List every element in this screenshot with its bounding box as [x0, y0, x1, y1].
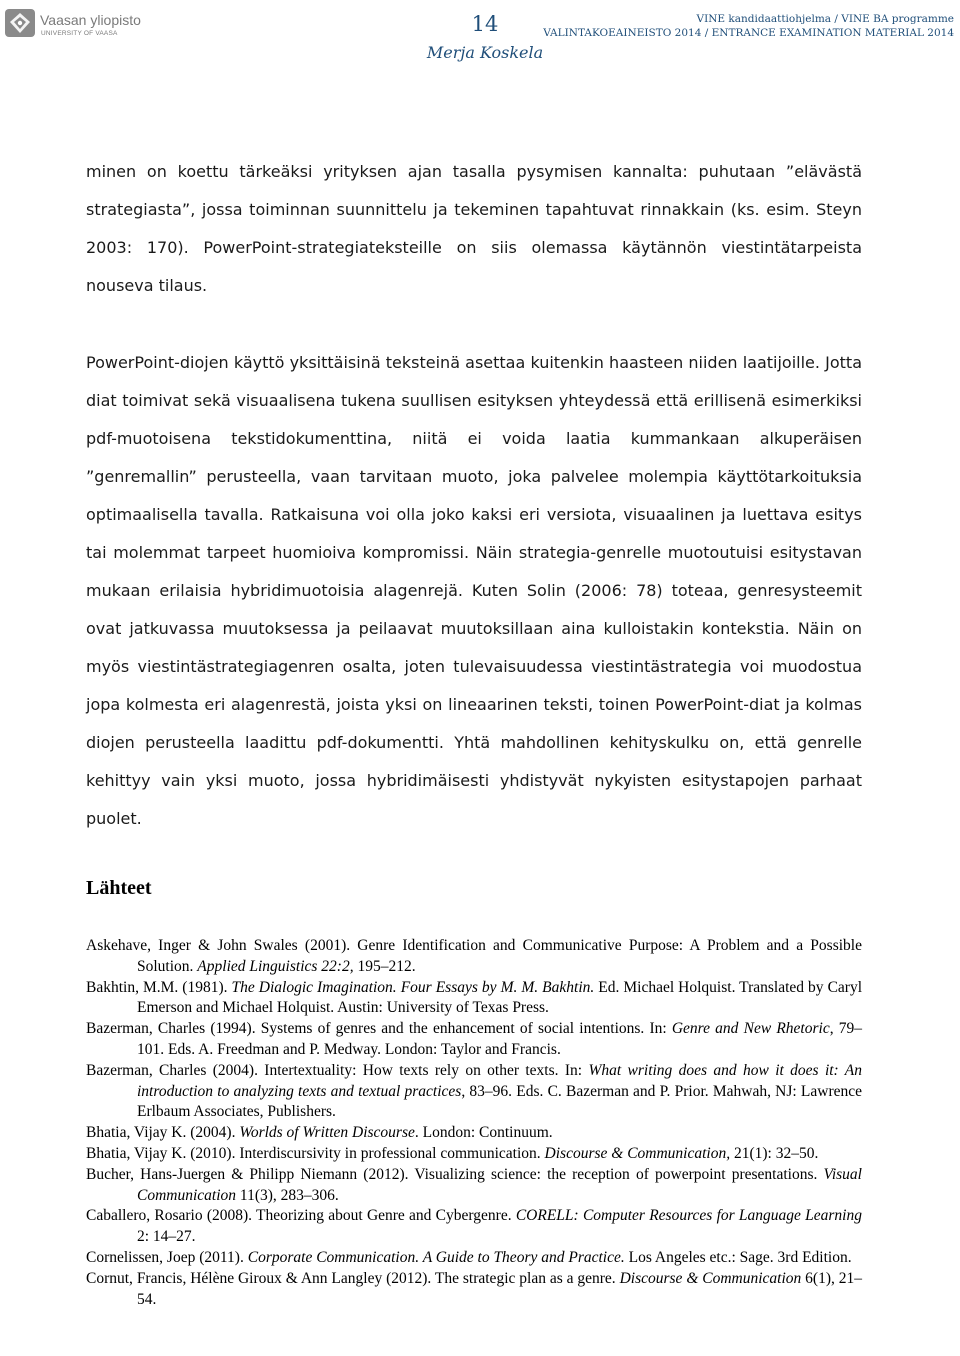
reference-item: Caballero, Rosario (2008). Theorizing about Genre and Cybergenre. CORELL: Computer Resources for Language Learning 2: 14–27. [86, 1207, 862, 1246]
body-paragraph: minen on koettu tärkeäksi yrityksen ajan tasalla pysymisen kannalta: puhutaan ”elävästä strategiasta”, jossa toiminnan suunnittelu ja tekeminen tapahtuvat rinnakkain (ks. esim. Steyn 2003: 170). PowerPoint-strategiateksteille on siis olemassa käytännön viestintätarpeista nouseva tilaus. [86, 162, 862, 295]
references-heading: Lähteet [86, 877, 152, 899]
reference-item: Cornut, Francis, Hélène Giroux & Ann Langley (2012). The strategic plan as a genre. Discourse & Communication 6(1), 21–54. [86, 1269, 862, 1308]
university-crest-icon [4, 8, 36, 38]
reference-item: Bazerman, Charles (2004). Intertextuality: How texts rely on other texts. In: What writing does and how it does it: An introduction to analyzing texts and textual practices, 83–96. Eds. C. Bazerman and P. Prior. Mahwah, NJ: Lawrence Erlbaum Associates, Publishers. [86, 1061, 863, 1121]
reference-item: Cornelissen, Joep (2011). Corporate Communication. A Guide to Theory and Practice. Los Angeles etc.: Sage. 3rd Edition. [86, 1248, 852, 1266]
header-program: VINE kandidaattiohjelma / VINE BA programme [696, 13, 954, 25]
header-material: VALINTAKOEAINEISTO 2014 / ENTRANCE EXAMINATION MATERIAL 2014 [543, 27, 954, 39]
reference-item: Askehave, Inger & John Swales (2001). Genre Identification and Communicative Purpose: A Problem and a Possible Solution. Applied Linguistics 22:2, 195–212. [86, 937, 862, 975]
page-number: 14 [471, 12, 499, 36]
reference-item: Bazerman, Charles (1994). Systems of genres and the enhancement of social intentions. In: Genre and New Rhetoric, 79–101. Eds. A. Freedman and P. Medway. London: Taylor and Francis. [86, 1020, 862, 1058]
reference-item: Bhatia, Vijay K. (2004). Worlds of Written Discourse. London: Continuum. [86, 1124, 553, 1142]
author-name: Merja Koskela [426, 43, 544, 62]
logo-name: Vaasan yliopisto [40, 12, 141, 28]
body-paragraph: PowerPoint-diojen käyttö yksittäisinä teksteinä asettaa kuitenkin haasteen niiden laatijoille. Jotta diat toimivat sekä visuaalisena tukena suullisen esityksen yhteydessä että erillisenä esimerkiksi pdf-muotoisena tekstidokumenttina, niitä ei voida laatia kummankaan alkuperäisen ”genremallin” perusteella, vaan tarvitaan muoto, joka palvelee molempia käyttötarkoituksia optimaalisella tavalla. Ratkaisuna voi olla joko kaksi eri versiota, visuaalinen ja luettava esitys tai molemmat tarpeet huomioiva kompromissi. Näin strategia-genrelle muotoutuisi esitystavan mukaan erilaisia hybridimuotoisia alagenrejä. Kuten Solin (2006: 78) toteaa, genresysteemit ovat jatkuvassa muutoksessa ja peilaavat muutoksillaan aina kulloistakin kontekstia. Näin on myös viestintästrategiagenren osalta, joten tulevaisuudessa viestintästrategia voi muodostua jopa kolmesta eri alagenrestä, joista yksi on lineaarinen teksti, toinen PowerPoint-diat ja kolmas diojen perusteella laadittu pdf-dokumentti. Yhtä mahdollinen kehityskulku on, että genrelle kehittyy vain yksi muoto, jossa hybridimäisesti yhdistyvät nykyisten esitystapojen parhaat puolet. [86, 353, 862, 828]
university-logo [4, 8, 144, 38]
logo-subtitle: UNIVERSITY OF VAASA [41, 30, 118, 37]
reference-item: Bakhtin, M.M. (1981). The Dialogic Imagination. Four Essays by M. M. Bakhtin. Ed. Michael Holquist. Translated by Caryl Emerson and Michael Holquist. Austin: University of Texas Press. [86, 978, 863, 1017]
reference-item: Bhatia, Vijay K. (2010). Interdiscursivity in professional communication. Discourse & Communication, 21(1): 32–50. [86, 1144, 819, 1162]
references-list [86, 936, 862, 1310]
reference-item: Bucher, Hans-Juergen & Philipp Niemann (2012). Visualizing science: the reception of powerpoint presentations. Visual Communication 11(3), 283–306. [86, 1165, 862, 1204]
